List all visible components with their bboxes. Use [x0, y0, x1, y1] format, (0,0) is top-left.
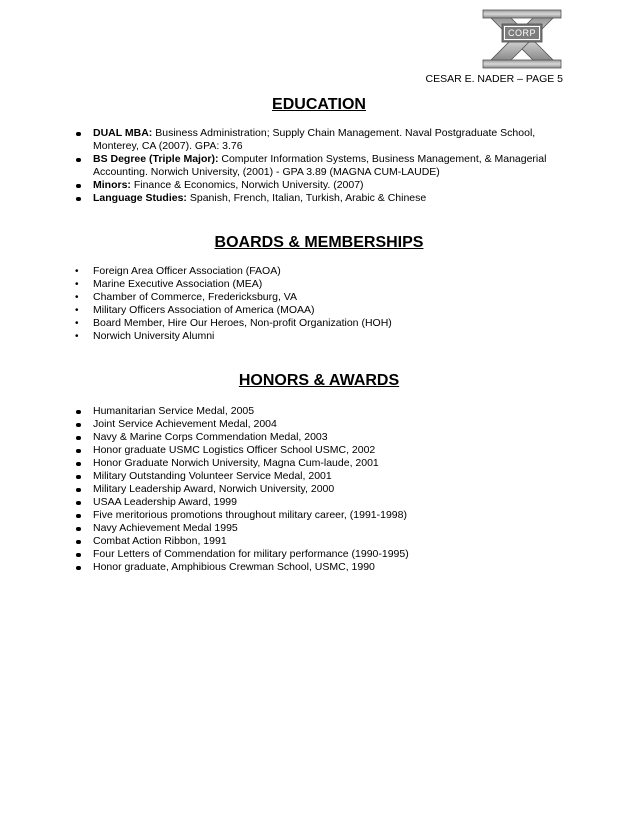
- item-text: Four Letters of Commendation for military performance (1990-1995): [93, 548, 409, 560]
- item-text: Foreign Area Officer Association (FAOA): [93, 265, 281, 277]
- list-item: [0, 561, 563, 574]
- list-item: [0, 291, 563, 304]
- item-label: DUAL MBA:: [93, 127, 153, 139]
- bullet-icon: •: [75, 266, 79, 277]
- bullet-icon: [76, 184, 81, 189]
- bullet-icon: [76, 566, 81, 571]
- list-item: [0, 278, 563, 291]
- item-text: Navy & Marine Corps Commendation Medal, 2003: [93, 431, 328, 443]
- bullet-icon: •: [75, 318, 79, 329]
- list-item: [0, 127, 563, 153]
- item-text: Honor Graduate Norwich University, Magna Cum-laude, 2001: [93, 457, 379, 469]
- bullet-icon: [76, 540, 81, 545]
- item-text: Honor graduate, Amphibious Crewman School, USMC, 1990: [93, 561, 375, 573]
- list-item: [0, 444, 563, 457]
- bullet-icon: •: [75, 279, 79, 290]
- list-item: [0, 535, 563, 548]
- list-item: [0, 548, 563, 561]
- item-text: Chamber of Commerce, Fredericksburg, VA: [93, 291, 298, 303]
- bullet-icon: [76, 197, 81, 202]
- item-text: USAA Leadership Award, 1999: [93, 496, 237, 508]
- bullet-icon: [76, 527, 81, 532]
- item-text: Board Member, Hire Our Heroes, Non-profit Organization (HOH): [93, 317, 392, 329]
- bullet-icon: [76, 436, 81, 441]
- list-item: [0, 153, 563, 179]
- list-item: [0, 405, 563, 418]
- bullet-icon: [76, 553, 81, 558]
- honors-list: [0, 405, 563, 574]
- education-title: EDUCATION: [272, 96, 366, 113]
- item-text: Military Officers Association of America (MOAA): [93, 304, 315, 316]
- item-text: Business Administration; Supply Chain Management. Naval Postgraduate School, Monterey, CA (2007). GPA: 3.76: [93, 127, 536, 152]
- bullet-icon: [76, 462, 81, 467]
- bullet-icon: [76, 514, 81, 519]
- list-item: [0, 431, 563, 444]
- bullet-icon: [76, 501, 81, 506]
- item-text: Military Outstanding Volunteer Service Medal, 2001: [93, 470, 332, 482]
- item-text: Norwich University Alumni: [93, 330, 215, 342]
- item-label: Language Studies:: [93, 192, 187, 204]
- item-text: Five meritorious promotions throughout military career, (1991-1998): [93, 509, 407, 521]
- item-text: Finance & Economics, Norwich University. (2007): [130, 179, 364, 191]
- bullet-icon: •: [75, 292, 79, 303]
- list-item: [0, 192, 563, 205]
- bullet-icon: [76, 132, 81, 137]
- item-label: BS Degree (Triple Major):: [93, 153, 219, 165]
- item-label: Minors:: [93, 179, 131, 191]
- bullet-icon: •: [75, 331, 79, 342]
- bullet-icon: [76, 423, 81, 428]
- list-item: [0, 179, 563, 192]
- bullet-icon: [76, 410, 81, 415]
- honors-title: HONORS & AWARDS: [238, 372, 400, 389]
- bullet-icon: •: [75, 305, 79, 316]
- list-item: [0, 265, 563, 278]
- boards-title: BOARDS & MEMBERSHIPS: [214, 234, 424, 251]
- list-item: [0, 317, 563, 330]
- list-item: [0, 330, 563, 343]
- item-text: Computer Information Systems, Business Management, & Managerial Accounting. Norwich University, (2001) - GPA 3.89 (MAGNA CUM-LAUDE): [93, 153, 547, 178]
- page-header: CESAR E. NADER – PAGE 5: [425, 73, 563, 85]
- list-item: [0, 470, 563, 483]
- list-item: [0, 304, 563, 317]
- item-text: Humanitarian Service Medal, 2005: [93, 405, 255, 417]
- item-text: Navy Achievement Medal 1995: [93, 522, 238, 534]
- item-text: Marine Executive Association (MEA): [93, 278, 263, 290]
- item-text: Military Leadership Award, Norwich University, 2000: [93, 483, 335, 495]
- list-item: [0, 457, 563, 470]
- bullet-icon: [76, 475, 81, 480]
- item-text: Joint Service Achievement Medal, 2004: [93, 418, 277, 430]
- logo-word: CORP: [504, 26, 540, 40]
- list-item: [0, 509, 563, 522]
- corp-x-logo: [477, 6, 567, 72]
- boards-list: [0, 265, 563, 343]
- item-text: Spanish, French, Italian, Turkish, Arabic & Chinese: [186, 192, 427, 204]
- list-item: [0, 496, 563, 509]
- list-item: [0, 522, 563, 535]
- list-item: [0, 418, 563, 431]
- item-text: Honor graduate USMC Logistics Officer School USMC, 2002: [93, 444, 376, 456]
- list-item: [0, 483, 563, 496]
- education-list: [0, 127, 563, 205]
- item-text: Combat Action Ribbon, 1991: [93, 535, 227, 547]
- bullet-icon: [76, 449, 81, 454]
- bullet-icon: [76, 158, 81, 163]
- bullet-icon: [76, 488, 81, 493]
